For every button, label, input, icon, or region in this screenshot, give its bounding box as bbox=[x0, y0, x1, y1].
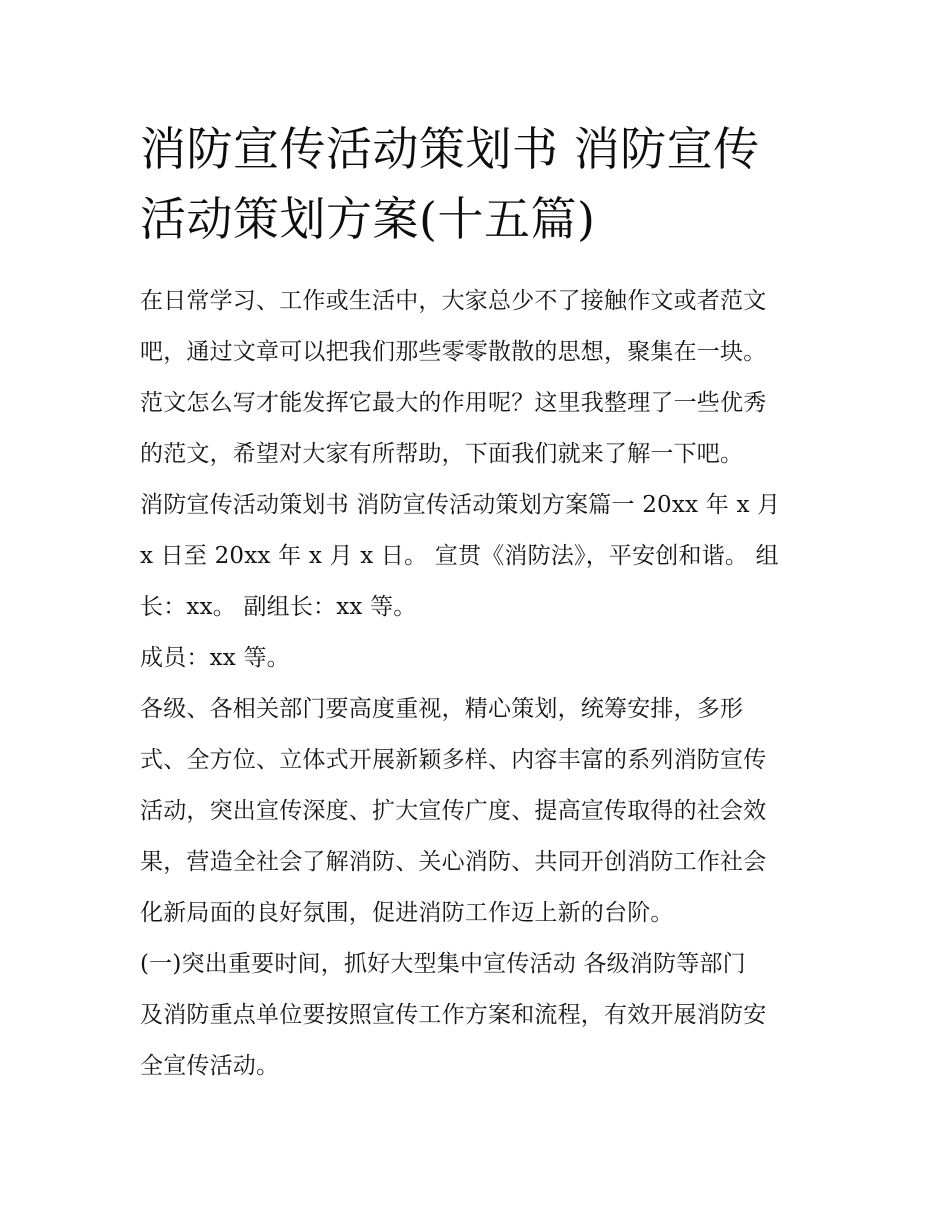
body-line: 范文怎么写才能发挥它最大的作用呢？这里我整理了一些优秀 bbox=[140, 390, 767, 416]
body-line: 长：xx。 副组长：xx 等。 bbox=[140, 594, 417, 620]
document-body bbox=[140, 276, 820, 1092]
body-line: 全宣传活动。 bbox=[140, 1053, 280, 1079]
title-line: 活动策划方案(十五篇) bbox=[140, 192, 596, 246]
body-line: 活动，突出宣传深度、扩大宣传广度、提高宣传取得的社会效 bbox=[140, 798, 767, 824]
body-line: 果，营造全社会了解消防、关心消防、共同开创消防工作社会 bbox=[140, 849, 767, 875]
body-line: x 日至 20xx 年 x 月 x 日。 宣贯《消防法》，平安创和谐。 组 bbox=[140, 543, 779, 569]
body-line: 消防宣传活动策划书 消防宣传活动策划方案篇一 20xx 年 x 月 bbox=[140, 492, 781, 518]
body-line: 及消防重点单位要按照宣传工作方案和流程，有效开展消防安 bbox=[140, 1002, 767, 1028]
document-title bbox=[140, 114, 820, 254]
body-line: 成员：xx 等。 bbox=[140, 645, 290, 671]
body-line: 式、全方位、立体式开展新颖多样、内容丰富的系列消防宣传 bbox=[140, 747, 767, 773]
body-line: 的范文，希望对大家有所帮助，下面我们就来了解一下吧。 bbox=[140, 441, 744, 467]
body-line: 各级、各相关部门要高度重视，精心策划，统筹安排，多形 bbox=[140, 696, 744, 722]
title-line: 消防宣传活动策划书 消防宣传 bbox=[140, 122, 760, 176]
body-line: (一)突出重要时间，抓好大型集中宣传活动 各级消防等部门 bbox=[140, 951, 746, 977]
body-line: 在日常学习、工作或生活中，大家总少不了接触作文或者范文 bbox=[140, 288, 767, 314]
body-line: 吧，通过文章可以把我们那些零零散散的思想，聚集在一块。 bbox=[140, 339, 767, 365]
body-line: 化新局面的良好氛围，促进消防工作迈上新的台阶。 bbox=[140, 900, 674, 926]
